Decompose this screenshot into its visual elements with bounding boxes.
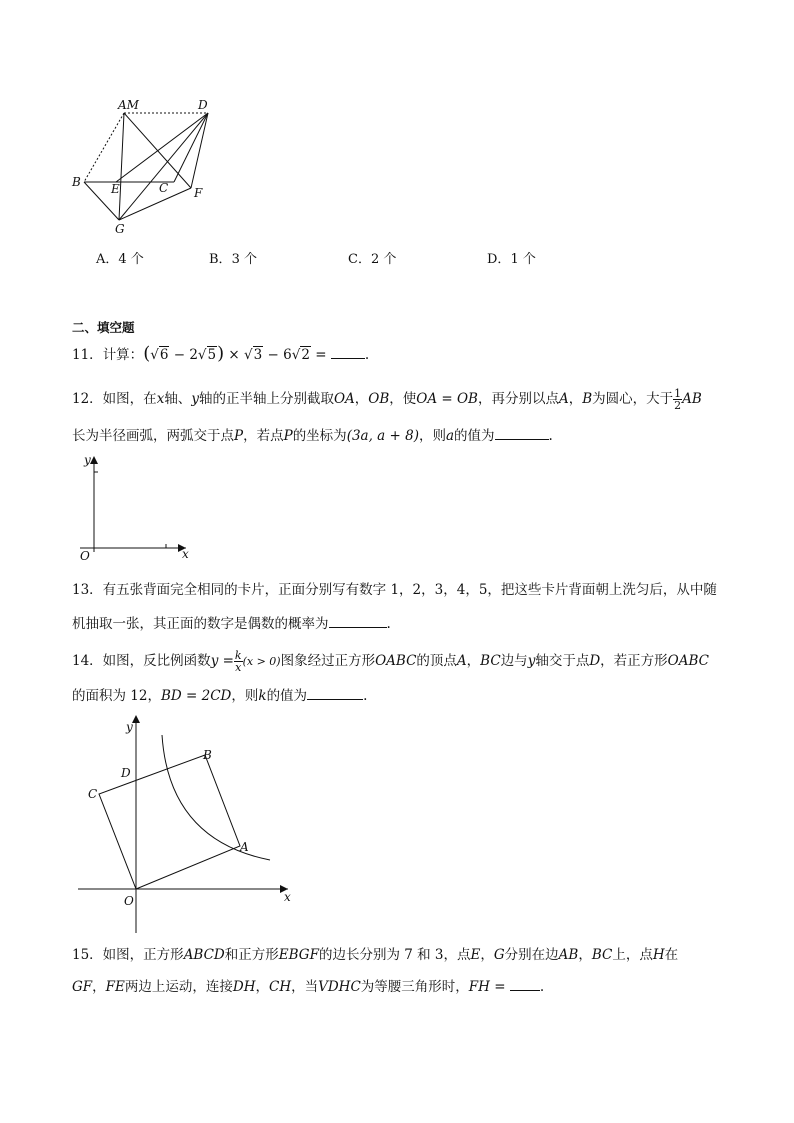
q10-figure [66, 96, 226, 236]
question-11: 11．计算：(√6 − 2√5) × √3 − 6√2 = . [72, 343, 370, 364]
q14-point-c: C [88, 787, 98, 801]
answer-blank-13[interactable] [329, 613, 387, 628]
option-c[interactable]: C．2 个 [348, 252, 397, 267]
fig-label-g: G [115, 222, 125, 236]
q14-point-d: D [121, 766, 131, 780]
origin-label: O [80, 549, 90, 563]
section-title: 二、填空题 [72, 320, 135, 335]
question-12-line2: 长为半径画弧，两弧交于点P，若点P的坐标为(3a, a + 8)，则a的值为 . [72, 425, 553, 446]
axis-y-label: y [84, 453, 91, 467]
answer-blank-14[interactable] [307, 685, 363, 700]
question-15-line2: GF，FE两边上运动，连接DH，CH，当VDHC为等腰三角形时，FH = . [72, 976, 544, 997]
fig-label-f: F [194, 186, 203, 200]
option-a[interactable]: A．4 个 [96, 252, 144, 267]
question-14-line1: 14．如图，反比例函数y = $\frac{k}{x}$ (x > 0)图象经过正方形OABC的顶点A，BC边与y轴交于点D，若正方形OABC [72, 649, 709, 674]
q14-axis-x-label: x [284, 890, 291, 904]
q14-axis-y-label: y [126, 720, 133, 734]
answer-blank-11[interactable] [331, 344, 365, 359]
fig-label-b: B [72, 175, 81, 189]
option-b[interactable]: B．3 个 [209, 252, 257, 267]
answer-blank-15[interactable] [510, 976, 540, 991]
q14-origin-label: O [124, 894, 134, 908]
axis-x-label: x [182, 547, 189, 561]
fig-label-d: D [198, 98, 208, 112]
fig-label-c: C [159, 181, 169, 195]
question-13-line1: 13．有五张背面完全相同的卡片，正面分别写有数字 1，2，3，4，5，把这些卡片背面朝上洗匀后，从中随 [72, 582, 717, 598]
q14-point-a: A [240, 840, 249, 854]
question-12-line1: 12．如图，在x轴、y轴的正半轴上分别截取OA，OB，使OA = OB，再分别以点A，B为圆心，大于 $\frac{1}{2}$ AB [72, 387, 702, 412]
question-15-line1: 15．如图，正方形ABCD和正方形EBGF的边长分别为 7 和 3，点E，G分别在边AB，BC上，点H在 [72, 947, 679, 963]
option-d[interactable]: D．1 个 [487, 252, 536, 267]
fig-label-am: AM [118, 98, 139, 112]
question-13-line2: 机抽取一张，其正面的数字是偶数的概率为 . [72, 613, 391, 634]
q12-figure [74, 452, 198, 564]
q14-figure [74, 715, 304, 935]
answer-blank-12[interactable] [495, 425, 549, 440]
q14-point-b: B [203, 748, 212, 762]
question-14-line2: 的面积为 12，BD = 2CD，则k的值为 . [72, 685, 367, 706]
fig-label-e: E [111, 182, 120, 196]
